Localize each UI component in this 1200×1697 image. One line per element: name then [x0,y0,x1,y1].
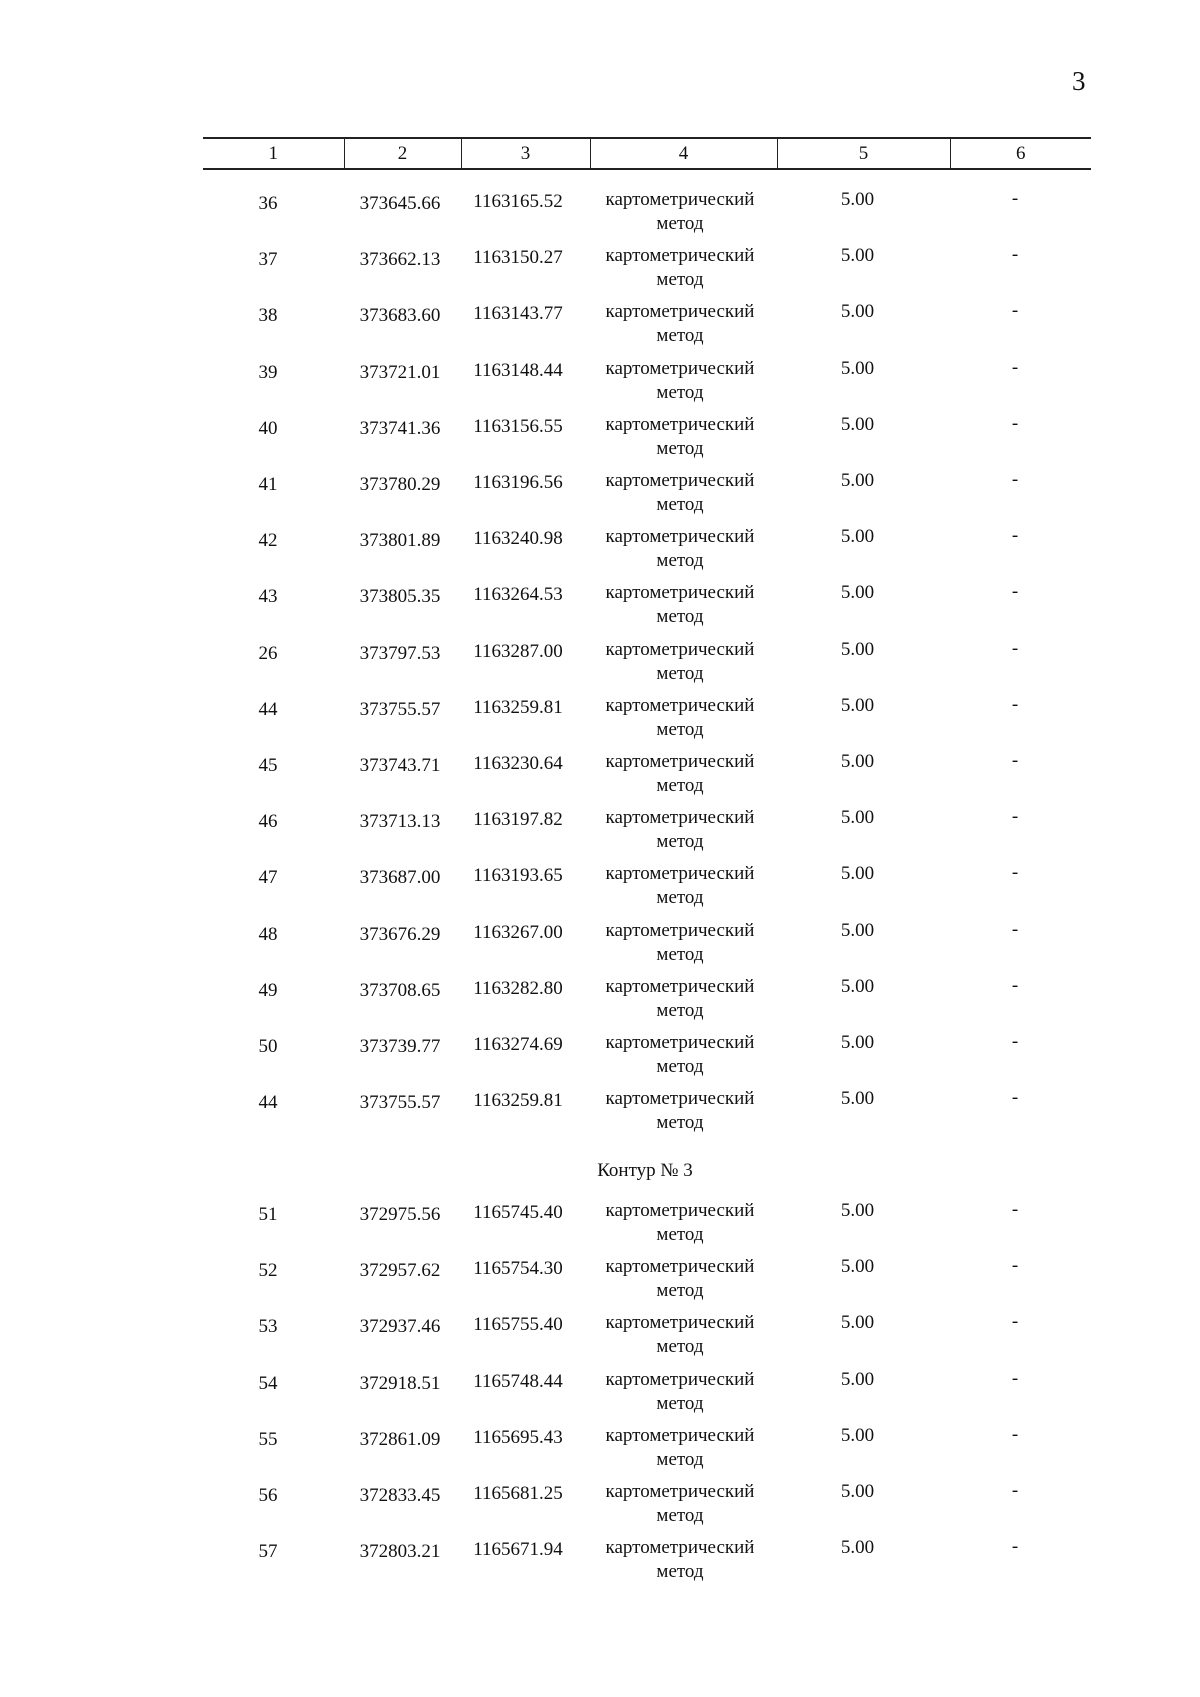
accuracy-value: 5.00 [840,1537,875,1559]
note-value: - [1011,1536,1019,1558]
column-header-2: 2 [344,138,461,169]
point-number: 45 [258,755,278,776]
point-number: 42 [258,530,278,552]
accuracy-value: 5.00 [840,1032,875,1053]
point-number: 38 [258,305,278,327]
method-line-2: метод [656,1448,704,1470]
coordinate-x: 373683.60 [359,305,441,327]
method-line-1: картометрический [605,1424,755,1446]
table-row [0,1424,1200,1476]
note-value: - [1011,693,1019,715]
table-row [0,525,1200,577]
method-line-2: метод [656,943,704,965]
method-value [590,413,770,461]
note-value: - [1011,1367,1019,1389]
method-line-2: метод [656,213,704,234]
point-number: 49 [258,979,278,1001]
coordinate-x: 373721.01 [359,361,441,383]
note-value: - [1011,1087,1019,1109]
coordinate-x: 373743.71 [359,755,441,776]
point-number: 36 [258,193,278,214]
method-value [590,862,770,910]
accuracy-value: 5.00 [840,245,875,267]
note-value: - [1011,1199,1019,1220]
table-row [0,1536,1200,1588]
coordinate-x: 373662.13 [359,249,441,271]
coordinate-y: 1163240.98 [473,528,563,550]
table-row [0,413,1200,465]
point-number: 40 [258,417,278,439]
accuracy-value: 5.00 [840,470,875,491]
method-value [590,300,770,348]
point-number: 51 [258,1204,278,1225]
column-header-6: 6 [950,138,1091,169]
coordinate-y: 1163282.80 [473,977,563,999]
method-line-1: картометрический [605,357,755,379]
method-line-2: метод [656,1112,704,1134]
method-value [590,188,770,236]
note-value: - [1011,188,1019,209]
method-line-1: картометрический [605,1088,755,1110]
coordinate-y: 1165748.44 [473,1370,563,1392]
note-value: - [1011,1031,1019,1052]
method-line-1: картометрический [605,919,755,941]
method-line-2: метод [656,775,704,796]
method-value [590,975,770,1023]
method-value [590,357,770,405]
accuracy-value: 5.00 [840,413,875,435]
table-row [0,694,1200,746]
note-value: - [1011,356,1019,378]
table-row [0,919,1200,971]
point-number: 48 [258,923,278,945]
table-row [0,806,1200,858]
accuracy-value: 5.00 [840,1312,875,1334]
coordinate-y: 1163193.65 [473,865,563,887]
accuracy-value: 5.00 [840,975,875,997]
table-row [0,1199,1200,1251]
accuracy-value: 5.00 [840,919,875,941]
note-value: - [1011,750,1019,771]
method-value [590,1424,770,1472]
coordinate-y: 1163274.69 [473,1034,563,1055]
coordinate-x: 373801.89 [359,530,441,552]
point-number: 52 [258,1260,278,1282]
method-line-2: метод [656,1505,704,1526]
method-line-1: картометрический [605,245,755,267]
table-row [0,1311,1200,1363]
coordinate-y: 1163197.82 [473,809,563,831]
method-value [590,1536,770,1584]
note-value: - [1011,525,1019,547]
method-value [590,1368,770,1416]
method-line-1: картометрический [605,1200,755,1221]
method-line-1: картометрический [605,1032,755,1053]
method-value [590,1199,770,1247]
method-value [590,469,770,517]
accuracy-value: 5.00 [840,582,875,604]
accuracy-value: 5.00 [840,807,875,829]
accuracy-value: 5.00 [840,189,875,210]
coordinate-y: 1165671.94 [473,1539,563,1561]
coordinate-y: 1165681.25 [473,1483,563,1504]
method-line-1: картометрический [605,189,755,210]
point-number: 43 [258,586,278,608]
point-number: 57 [258,1541,278,1563]
coordinate-x: 373755.57 [359,1092,441,1114]
note-value: - [1011,244,1019,266]
method-line-1: картометрический [605,694,755,716]
coordinate-y: 1163148.44 [473,359,563,381]
coordinate-x: 372975.56 [359,1204,441,1225]
method-line-2: метод [656,1280,704,1302]
method-value [590,694,770,742]
method-line-2: метод [656,437,704,459]
coordinate-x: 373805.35 [359,586,441,608]
note-value: - [1011,412,1019,434]
note-value: - [1011,1480,1019,1501]
coordinate-x: 373713.13 [359,811,441,833]
column-header-5: 5 [777,138,950,169]
point-number: 44 [258,1092,278,1114]
coordinate-x: 373708.65 [359,979,441,1001]
method-line-1: картометрический [605,470,755,491]
coordinate-x: 373739.77 [359,1036,441,1057]
coordinate-y: 1165755.40 [473,1314,563,1336]
coordinate-x: 373645.66 [359,193,441,214]
point-number: 39 [258,361,278,383]
method-line-2: метод [656,999,704,1021]
coordinate-y: 1163267.00 [473,921,563,943]
accuracy-value: 5.00 [840,638,875,660]
note-value: - [1011,862,1019,884]
method-line-1: картометрический [605,1312,755,1334]
method-line-2: метод [656,325,704,347]
coordinate-y: 1163264.53 [473,584,563,606]
point-number: 46 [258,811,278,833]
method-line-1: картометрический [605,1481,755,1502]
method-line-2: метод [656,887,704,909]
coordinate-y: 1165695.43 [473,1426,563,1448]
accuracy-value: 5.00 [840,751,875,772]
method-line-1: картометрический [605,526,755,548]
method-line-1: картометрический [605,638,755,660]
note-value: - [1011,918,1019,940]
coordinate-x: 372918.51 [359,1372,441,1394]
coordinate-y: 1163150.27 [473,247,563,269]
table-row [0,1480,1200,1532]
method-line-2: метод [656,718,704,740]
method-line-1: картометрический [605,1256,755,1278]
method-line-1: картометрический [605,413,755,435]
coordinate-x: 372833.45 [359,1485,441,1506]
coordinate-x: 372803.21 [359,1541,441,1563]
method-line-2: метод [656,550,704,572]
method-line-2: метод [656,494,704,515]
method-line-1: картометрический [605,1537,755,1559]
note-value: - [1011,806,1019,828]
accuracy-value: 5.00 [840,1481,875,1502]
accuracy-value: 5.00 [840,1424,875,1446]
method-value [590,525,770,573]
table-row [0,188,1200,240]
accuracy-value: 5.00 [840,1200,875,1221]
note-value: - [1011,637,1019,659]
coordinate-y: 1163143.77 [473,303,563,325]
coordinate-x: 373741.36 [359,417,441,439]
method-line-2: метод [656,1392,704,1414]
method-line-1: картометрический [605,751,755,772]
accuracy-value: 5.00 [840,526,875,548]
accuracy-value: 5.00 [840,301,875,323]
note-value: - [1011,1255,1019,1277]
method-value [590,638,770,686]
method-value [590,1031,770,1079]
method-value [590,1480,770,1528]
contour-title: Контур № 3 [597,1160,693,1181]
coordinate-x: 372957.62 [359,1260,441,1282]
method-line-2: метод [656,831,704,853]
method-value [590,750,770,798]
coordinate-y: 1165745.40 [473,1202,563,1223]
point-number: 37 [258,249,278,271]
note-value: - [1011,581,1019,603]
table-row [0,750,1200,802]
method-line-2: метод [656,1561,704,1583]
accuracy-value: 5.00 [840,357,875,379]
method-value [590,1255,770,1303]
note-value: - [1011,1423,1019,1445]
point-number: 41 [258,474,278,495]
coordinate-x: 373797.53 [359,642,441,664]
point-number: 50 [258,1036,278,1057]
coordinate-y: 1163287.00 [473,640,563,662]
method-line-1: картометрический [605,975,755,997]
coordinate-y: 1163156.55 [473,415,563,437]
method-line-1: картометрический [605,863,755,885]
point-number: 47 [258,867,278,889]
coordinate-y: 1165754.30 [473,1258,563,1280]
accuracy-value: 5.00 [840,694,875,716]
method-value [590,244,770,292]
column-header-4: 4 [590,138,777,169]
method-value [590,581,770,629]
method-value [590,1087,770,1135]
accuracy-value: 5.00 [840,863,875,885]
point-number: 26 [258,642,278,664]
table-row [0,244,1200,296]
accuracy-value: 5.00 [840,1368,875,1390]
method-value [590,1311,770,1359]
table-row [0,638,1200,690]
point-number: 53 [258,1316,278,1338]
table-row [0,1031,1200,1083]
table-row [0,862,1200,914]
method-line-2: метод [656,381,704,403]
note-value: - [1011,974,1019,996]
accuracy-value: 5.00 [840,1256,875,1278]
coordinate-x: 372937.46 [359,1316,441,1338]
note-value: - [1011,469,1019,490]
table-row [0,469,1200,521]
column-header-3: 3 [461,138,590,169]
method-line-2: метод [656,1336,704,1358]
method-line-1: картометрический [605,301,755,323]
point-number: 54 [258,1372,278,1394]
coordinate-y: 1163165.52 [473,191,563,212]
note-value: - [1011,1311,1019,1333]
table-row [0,357,1200,409]
note-value: - [1011,300,1019,322]
coordinate-y: 1163196.56 [473,472,563,493]
accuracy-value: 5.00 [840,1088,875,1110]
coordinate-x: 372861.09 [359,1428,441,1450]
method-line-2: метод [656,1056,704,1077]
coordinate-y: 1163259.81 [473,696,563,718]
method-line-2: метод [656,662,704,684]
point-number: 55 [258,1428,278,1450]
method-line-1: картометрический [605,1368,755,1390]
method-line-1: картометрический [605,807,755,829]
coordinate-x: 373676.29 [359,923,441,945]
column-header-1: 1 [203,138,344,169]
method-line-2: метод [656,606,704,628]
table-row [0,581,1200,633]
method-value [590,919,770,967]
coordinate-x: 373687.00 [359,867,441,889]
table-row [0,300,1200,352]
page-number: 3 [1072,66,1086,96]
table-row [0,1368,1200,1420]
table-row [0,975,1200,1027]
coordinate-x: 373755.57 [359,698,441,720]
coordinate-x: 373780.29 [359,474,441,495]
table-row [0,1255,1200,1307]
coordinate-y: 1163259.81 [473,1090,563,1112]
point-number: 44 [258,698,278,720]
table-row [0,1087,1200,1139]
point-number: 56 [258,1485,278,1506]
method-line-2: метод [656,1224,704,1245]
method-line-1: картометрический [605,582,755,604]
method-line-2: метод [656,269,704,291]
method-value [590,806,770,854]
coordinate-y: 1163230.64 [473,753,563,774]
